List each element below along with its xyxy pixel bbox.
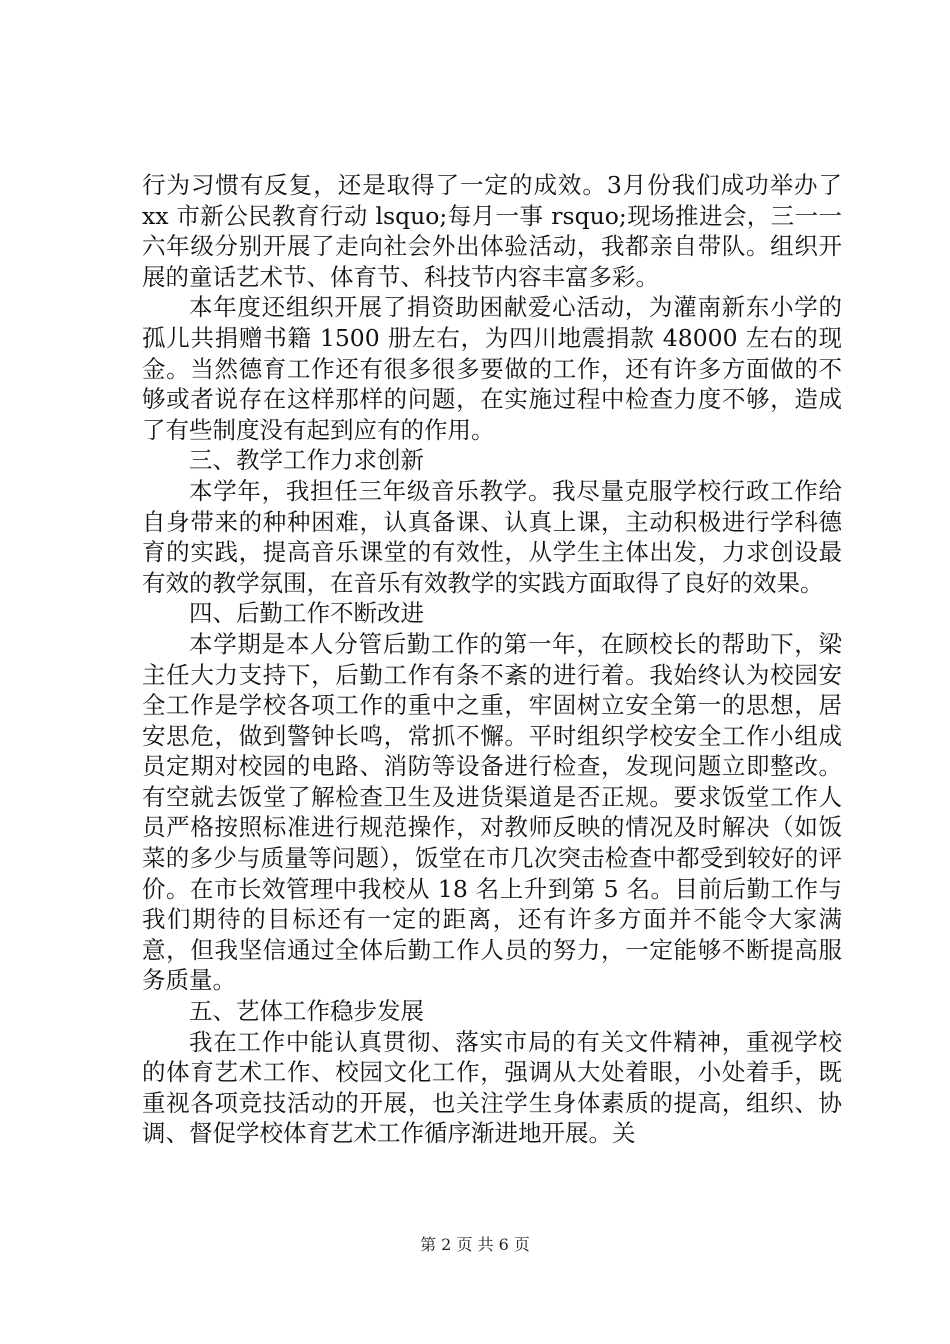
section-heading-logistics: 四、后勤工作不断改进	[189, 599, 424, 628]
page-number-footer: 第 2 页 共 6 页	[420, 1235, 530, 1254]
paragraph-arts-sports: 我在工作中能认真贯彻、落实市局的有关文件精神，重视学校的体育艺术工作、校园文化工作，强调从大处着眼，小处着手，既重视各项竞技活动的开展，也关注学生身体素质的提高，组织、协调、督促学校体育艺术工作循序渐进地开展。关	[142, 1027, 842, 1148]
paragraph-teaching: 本学年，我担任三年级音乐教学。我尽量克服学校行政工作给自身带来的种种困难，认真备课、认真上课，主动积极进行学科德育的实践，提高音乐课堂的有效性，从学生主体出发，力求创设最有效的教学氛围，在音乐有效教学的实践方面取得了良好的效果。	[142, 476, 842, 597]
section-heading-teaching: 三、教学工作力求创新	[189, 446, 424, 475]
document-body	[142, 170, 842, 1149]
paragraph-continued: 行为习惯有反复，还是取得了一定的成效。3月份我们成功举办了 xx 市新公民教育行动 lsquo;每月一事 rsquo;现场推进会，三一一六年级分别开展了走向社会外出体验活动，我都亲自带队。组织开展的童话艺术节、体育节、科技节内容丰富多彩。	[142, 171, 842, 291]
paragraph-donation: 本年度还组织开展了捐资助困献爱心活动，为灌南新东小学的孤儿共捐赠书籍 1500 册左右，为四川地震捐款 48000 左右的现金。当然德育工作还有很多很多要做的工作，还有许多方面做的不够或者说存在这样那样的问题，在实施过程中检查力度不够，造成了有些制度没有起到应有的作用。	[142, 293, 842, 444]
section-heading-arts-sports: 五、艺体工作稳步发展	[189, 997, 424, 1026]
paragraph-logistics: 本学期是本人分管后勤工作的第一年，在顾校长的帮助下，梁主任大力支持下，后勤工作有条不紊的进行着。我始终认为校园安全工作是学校各项工作的重中之重，牢固树立安全第一的思想，居安思危，做到警钟长鸣，常抓不懈。平时组织学校安全工作小组成员定期对校园的电路、消防等设备进行检查，发现问题立即整改。有空就去饭堂了解检查卫生及进货渠道是否正规。要求饭堂工作人员严格按照标准进行规范操作，对教师反映的情况及时解决（如饭菜的多少与质量等问题），饭堂在市几次突击检查中都受到较好的评价。在市长效管理中我校从 18 名上升到第 5 名。目前后勤工作与我们期待的目标还有一定的距离，还有许多方面并不能令大家满意，但我坚信通过全体后勤工作人员的努力，一定能够不断提高服务质量。	[142, 629, 842, 995]
